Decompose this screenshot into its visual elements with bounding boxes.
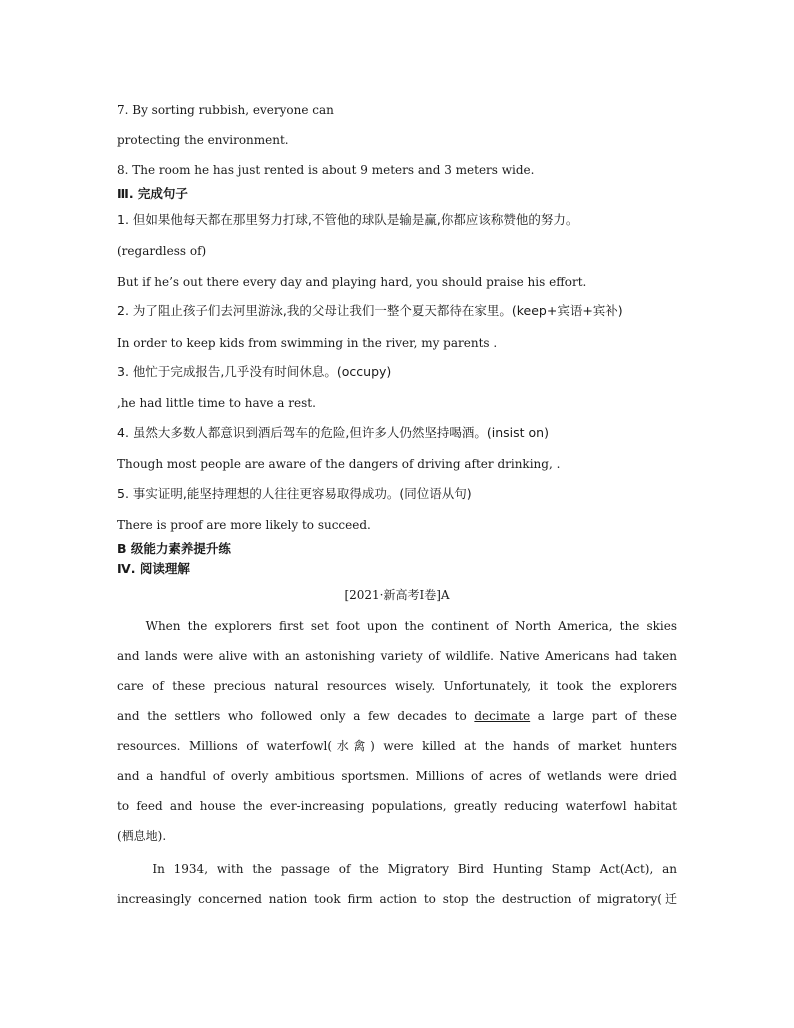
level-b-heading: B 级能力素养提升练 — [117, 541, 231, 556]
p1-line-6: and a handful of overly ambitious sportsmen. Millions of acres of wetlands were dried — [117, 769, 677, 783]
p1-line-7: to feed and house the ever-increasing populations, greatly reducing waterfowl habitat — [117, 799, 677, 813]
s3-item-3-chinese: 3. 他忙于完成报告,几乎没有时间休息。(occupy) — [117, 364, 392, 379]
question-7-line-1: 7. By sorting rubbish, everyone can — [117, 103, 334, 117]
s3-item-2-chinese: 2. 为了阻止孩子们去河里游泳,我的父母让我们一整个夏天都待在家里。(keep+宾语+宾补) — [117, 303, 623, 318]
p1-line-4-start: and the settlers who followed only a few decades to — [117, 709, 475, 723]
p1-line-4-end: a large part of these — [530, 709, 677, 723]
s3-item-5-chinese: 5. 事实证明,能坚持理想的人往往更容易取得成功。(同位语从句) — [117, 486, 472, 501]
section-4-title: Ⅳ. 阅读理解 — [117, 561, 190, 576]
s3-item-1-english: But if he’s out there every day and playing hard, you should praise his effort. — [117, 275, 587, 289]
question-7-line-2: protecting the environment. — [117, 133, 289, 147]
passage-paragraph-2 — [117, 854, 677, 914]
s3-item-4-english: Though most people are aware of the dangers of driving after drinking, . — [117, 457, 561, 471]
p1-line-8: (栖息地). — [117, 829, 167, 843]
p1-line-3: care of these precious natural resources wisely. Unfortunately, it took the explorers — [117, 679, 677, 693]
p2-line-2: increasingly concerned nation took firm action to stop the destruction of migratory(迁 — [117, 892, 677, 906]
s3-item-5-english: There is proof are more likely to succeed. — [117, 518, 371, 532]
s3-item-1-hint: (regardless of) — [117, 244, 207, 258]
passage-paragraph-1 — [117, 611, 677, 851]
s3-item-1-chinese: 1. 但如果他每天都在那里努力打球,不管他的球队是输是赢,你都应该称赞他的努力。 — [117, 212, 579, 227]
s3-item-3-english: ,he had little time to have a rest. — [117, 396, 316, 410]
passage-source: [2021·新高考Ⅰ卷]A — [344, 588, 450, 602]
p1-line-1: When the explorers first set foot upon the continent of North America, the skies — [117, 619, 677, 633]
p2-line-1: In 1934, with the passage of the Migratory Bird Hunting Stamp Act(Act), an — [117, 862, 677, 876]
p1-line-2: and lands were alive with an astonishing variety of wildlife. Native Americans had taken — [117, 649, 677, 663]
underlined-word: decimate — [474, 709, 531, 723]
p1-line-5: resources. Millions of waterfowl(水禽) were killed at the hands of market hunters — [117, 739, 677, 753]
s3-item-4-chinese: 4. 虽然大多数人都意识到酒后驾车的危险,但许多人仍然坚持喝酒。(insist on) — [117, 425, 549, 440]
question-8: 8. The room he has just rented is about 9 meters and 3 meters wide. — [117, 163, 535, 177]
s3-item-2-english: In order to keep kids from swimming in the river, my parents . — [117, 336, 498, 350]
section-3-title: Ⅲ. 完成句子 — [117, 186, 188, 201]
p1-line-4 — [117, 701, 677, 731]
